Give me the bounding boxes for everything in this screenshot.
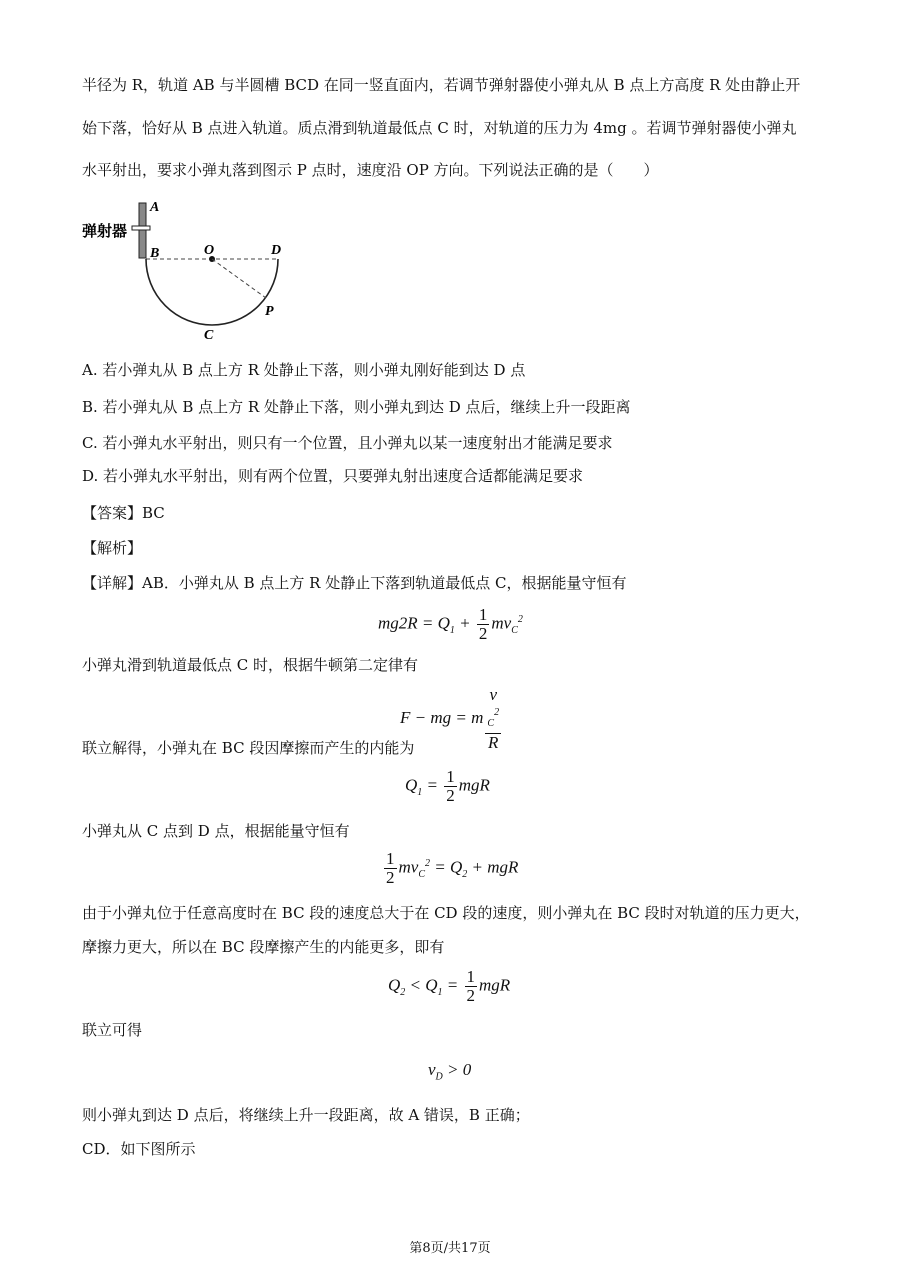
- answer: 【答案】BC: [82, 504, 165, 522]
- option-c: C. 若小弹丸水平射出，则只有一个位置，且小弹丸以某一速度射出才能满足要求: [82, 434, 613, 452]
- text-c-to-d: 小弹丸从 C 点到 D 点，根据能量守恒有: [82, 822, 350, 840]
- equation-vd: $v_D > 0$: [428, 1060, 472, 1083]
- page-footer: 第8页/共17页: [409, 1241, 491, 1256]
- detail-line: 【详解】AB．小弹丸从 B 点上方 R 处静止下落到轨道最低点 C，根据能量守恒有: [82, 574, 627, 592]
- label-d: D: [271, 243, 282, 258]
- equation-q2-inequality: $Q_2 < Q_1$ = $\frac{1}{2}$ mgR: [388, 967, 511, 1005]
- text-comparison-2: 摩擦力更大，所以在 BC 段摩擦产生的内能更多，即有: [82, 938, 445, 956]
- label-o: O: [204, 243, 215, 258]
- text-combine: 联立可得: [82, 1021, 143, 1039]
- label-p: P: [265, 304, 274, 319]
- equation-energy-1: $mg2R = Q_1$ + $\frac{1}{2}$ $mv_C^2$: [378, 605, 523, 643]
- label-c: C: [204, 328, 214, 343]
- text-conclusion-ab: 则小弹丸到达 D 点后，将继续上升一段距离，故 A 错误，B 正确；: [82, 1106, 530, 1124]
- text-newton: 小弹丸滑到轨道最低点 C 时，根据牛顿第二定律有: [82, 656, 419, 674]
- line-op: [212, 259, 266, 298]
- option-d: D. 若小弹丸水平射出，则有两个位置，只要弹丸射出速度合适都能满足要求: [82, 467, 584, 485]
- launcher-label: 弹射器: [82, 222, 128, 240]
- text-comparison-1: 由于小弹丸位于任意高度时在 BC 段的速度总大于在 CD 段的速度，则小弹丸在 BC 段时对轨道的压力更大，: [82, 904, 810, 922]
- option-a: A. 若小弹丸从 B 点上方 R 处静止下落，则小弹丸刚好能到达 D 点: [82, 361, 526, 379]
- launcher-nozzle: [132, 226, 150, 230]
- option-b: B. 若小弹丸从 B 点上方 R 处静止下落，则小弹丸到达 D 点后，继续上升一段距离: [82, 398, 631, 416]
- text-solve: 联立解得，小弹丸在 BC 段因摩擦而产生的内能为: [82, 739, 415, 757]
- question-line-3: 水平射出，要求小弹丸落到图示 P 点时，速度沿 OP 方向。下列说法正确的是（ ）: [82, 161, 659, 179]
- analysis-heading: 【解析】: [82, 539, 143, 557]
- track-diagram: [80, 197, 300, 347]
- question-line-1: 半径为 R，轨道 AB 与半圆槽 BCD 在同一竖直面内，若调节弹射器使小弹丸从 B 点上方高度 R 处由静止开: [82, 76, 801, 94]
- question-line-2: 始下落，恰好从 B 点进入轨道。质点滑到轨道最低点 C 时，对轨道的压力为 4mg 。若调节弹射器使小弹丸: [82, 119, 797, 137]
- label-a: A: [150, 200, 160, 215]
- equation-q1: $Q_1$ = $\frac{1}{2}$ mgR: [405, 767, 490, 805]
- text-cd: CD．如下图所示: [82, 1140, 196, 1158]
- equation-energy-2: $\frac{1}{2}$ $mv_C^2 = Q_2$ + mgR: [386, 849, 519, 887]
- label-b: B: [150, 246, 160, 261]
- equation-newton: F − mg = m v $_C^2$ R: [400, 685, 500, 753]
